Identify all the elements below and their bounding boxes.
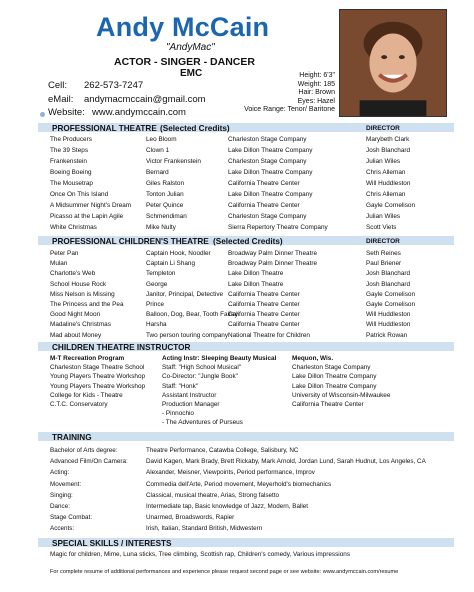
credit-show: White Christmas [50, 224, 97, 231]
instructor-location: Charleston Stage Company [292, 364, 371, 372]
eyes: Eyes: Hazel [297, 97, 335, 105]
training-row [50, 525, 460, 534]
credit-director: Marybeth Clark [366, 136, 410, 143]
credit-director: Paul Briener [366, 260, 402, 268]
credit-role: Prince [146, 301, 165, 308]
credit-role: Victor Frankenstein [146, 158, 201, 165]
credit-role: Giles Ralston [146, 180, 185, 187]
instructor-location: Mequon, Wis. [292, 355, 334, 362]
credit-company: Broadway Palm Dinner Theatre [228, 260, 318, 268]
credit-row [50, 291, 460, 300]
cell-value: 262-573-7247 [84, 80, 144, 91]
credit-row [50, 147, 460, 156]
weight: Weight: 185 [297, 80, 335, 88]
credit-role: Leo Bloom [146, 136, 177, 143]
instructor-position: Production Manager [162, 401, 220, 408]
credit-director: Josh Blanchard [366, 147, 411, 154]
credit-company: Lake Dillon Theatre Company [228, 191, 313, 198]
credit-company: Charleston Stage Company [228, 136, 307, 143]
headshot-photo-icon [340, 10, 446, 116]
instructor-position: Co-Director: "Jungle Book" [162, 373, 238, 381]
credit-row [50, 281, 460, 290]
credit-company: Lake Dillon Theatre Company [228, 147, 313, 154]
instructor-program: C.T.C. Conservatory [50, 401, 108, 408]
credit-director: Chris Alleman [366, 169, 406, 176]
instructor-position: - Pinnochio [162, 410, 194, 418]
physical-stats [235, 72, 335, 115]
credit-company: Sierra Repertory Theatre Company [228, 224, 328, 231]
voice-range: Voice Range: Tenor/ Baritone [244, 106, 335, 114]
training-row [50, 492, 460, 501]
credit-company: California Theatre Center [228, 311, 300, 319]
training-row [50, 503, 460, 512]
credit-director: Will Huddleston [366, 321, 411, 329]
credit-row [50, 224, 460, 233]
credit-director: Scott Viets [366, 224, 397, 231]
training-detail: Theatre Performance, Catawba College, Salisbury, NC [146, 447, 299, 454]
credit-director: Julian Wiles [366, 158, 401, 165]
credit-company: Broadway Palm Dinner Theatre [228, 250, 318, 257]
credit-show: Boeing Boeing [50, 169, 92, 176]
credit-company: California Theatre Center [228, 290, 300, 298]
credit-show: A Midsummer Night's Dream [50, 202, 132, 209]
website-value[interactable]: www.andymccain.com [92, 107, 186, 118]
height: Height: 6'3" [299, 72, 335, 79]
credit-row [50, 180, 460, 189]
instructor-position: Assistant Instructor [162, 391, 217, 399]
credit-row [50, 321, 460, 330]
credit-director: Gayle Cornelison [366, 202, 416, 209]
credit-director: Chris Alleman [366, 191, 406, 198]
section-subtitle-professional: (Selected Credits) [160, 124, 230, 133]
training-row [50, 458, 460, 467]
nickname: "AndyMac" [166, 42, 215, 53]
credit-role: Bernard [146, 169, 169, 176]
training-category: Bachelor of Arts degree: [50, 447, 118, 454]
training-row [50, 447, 460, 456]
hair: Hair: Brown [298, 89, 335, 97]
credit-show: Once On This Island [50, 191, 109, 198]
credit-director: Patrick Rowan [366, 331, 408, 339]
director-header: DIRECTOR [366, 238, 400, 245]
credit-show: Mad about Money [50, 331, 102, 339]
credit-row [50, 191, 460, 200]
credit-director: Will Huddleston [366, 311, 411, 319]
credit-role: Templeton [146, 270, 176, 278]
credit-role: Schmendiman [146, 213, 187, 220]
training-detail: Alexander, Meisner, Viewpoints, Period performance, Improv [146, 469, 315, 477]
credit-company: Lake Dillon Theatre [228, 270, 284, 278]
credit-role: Harsha [146, 321, 167, 329]
credit-show: The Producers [50, 136, 92, 143]
email-value[interactable]: andymacmccain@gmail.com [84, 94, 206, 105]
training-category: Singing: [50, 491, 73, 499]
instructor-position: Staff: "High School Musical" [162, 364, 242, 372]
director-header: DIRECTOR [366, 125, 400, 132]
section-title-instructor: CHILDREN THEATRE INSTRUCTOR [52, 343, 191, 352]
training-detail: David Kagen, Mark Brady, Brett Rickaby, Mark Arnold, Jordan Lund, Sarah Hudnut, Los Angeles, CA [146, 458, 426, 466]
training-row [50, 514, 460, 523]
credit-show: The Princess and the Pea [50, 301, 124, 308]
training-category: Movement: [50, 480, 82, 488]
training-row [50, 481, 460, 490]
credit-company: Charleston Stage Company [228, 213, 307, 220]
credit-show: The 39 Steps [50, 147, 89, 154]
credit-company: Charleston Stage Company [228, 158, 307, 165]
training-category: Dance: [50, 503, 70, 510]
credit-role: Tonton Julian [146, 191, 184, 198]
footer-note: For complete resume of additional performances and experience please request second page or see website: www.andymccain.com/resume [50, 569, 399, 575]
credit-row [50, 332, 460, 341]
credit-show: Good Night Moon [50, 311, 101, 319]
section-band-training [38, 432, 454, 441]
instructor-location: University of Wisconsin-Milwaukee [292, 391, 391, 399]
instructor-position: - The Adventures of Purseus [162, 419, 243, 427]
instructor-position: Staff: "Honk" [162, 382, 199, 390]
credit-show: Charlotte's Web [50, 270, 96, 278]
training-category: Acting: [50, 469, 70, 477]
bullet-icon [40, 112, 45, 117]
training-detail: Commedia dell'Arte, Period movement, Meyerhold's biomechanics [146, 480, 332, 488]
credit-role: George [146, 280, 168, 288]
instructor-location: Lake Dillon Theatre Company [292, 373, 377, 381]
training-detail: Intermediate tap, Basic knowledge of Jazz, Modern, Ballet [146, 503, 309, 510]
training-detail: Classical, musical theatre, Arias, Strong falsetto [146, 491, 279, 499]
website-label: Website: [48, 107, 85, 118]
credit-show: Madaline's Christmas [50, 321, 111, 329]
instructor-program: Charleston Stage Theatre School [50, 364, 145, 372]
credit-director: Will Huddleston [366, 180, 411, 187]
credit-company: California Theatre Center [228, 301, 300, 308]
credit-director: Josh Blanchard [366, 270, 411, 278]
training-category: Stage Combat: [50, 514, 93, 522]
skills-text: Magic for children, Mime, Luna sticks, Tree climbing, Scottish rap, Children's comedy, Various impressions [50, 551, 351, 558]
union-affiliation: EMC [180, 68, 203, 79]
credit-show: Picasso at the Lapin Agile [50, 213, 124, 220]
training-category: Accents: [50, 525, 75, 533]
credit-show: Frankenstein [50, 158, 87, 165]
instructor-location: California Theatre Center [292, 401, 364, 408]
credit-row [50, 311, 460, 320]
credit-role: Captain Hook, Noodler [146, 250, 211, 257]
credit-director: Gayle Cornelison [366, 290, 416, 298]
credit-company: Lake Dillon Theatre [228, 280, 284, 288]
credit-row [50, 270, 460, 279]
credit-show: The Mousetrap [50, 180, 93, 187]
instructor-program: M-T Recreation Program [50, 355, 125, 362]
credit-row [50, 250, 460, 259]
credit-role: Mike Nulty [146, 224, 176, 231]
credit-company: Lake Dillon Theatre Company [228, 169, 313, 176]
section-title-professional: PROFESSIONAL THEATRE [52, 124, 157, 133]
actor-name: Andy McCain [96, 12, 270, 42]
training-detail: Unarmed, Broadswords, Rapier [146, 514, 235, 522]
credit-role: Two person touring company [146, 331, 229, 339]
section-subtitle-childrens: (Selected Credits) [213, 237, 283, 246]
credit-role: Peter Quince [146, 202, 184, 209]
credit-company: National Theatre for Children [228, 331, 310, 339]
cell-label: Cell: [48, 80, 68, 91]
credit-director: Seth Reines [366, 250, 401, 257]
contact-website [48, 107, 186, 118]
credit-row [50, 213, 460, 222]
instructor-program: College for Kids - Theatre [50, 391, 123, 399]
credit-row [50, 158, 460, 167]
credit-role: Clown 1 [146, 147, 170, 154]
training-detail: Irish, Italian, Standard British, Midwestern [146, 525, 263, 533]
headshot-photo [339, 9, 447, 117]
credit-row [50, 136, 460, 145]
credit-show: Miss Nelson is Missing [50, 290, 115, 298]
contact-email [48, 94, 206, 105]
credit-row [50, 202, 460, 211]
contact-cell [48, 80, 143, 91]
credit-role: Balloon, Dog, Bear, Tooth Fairey [146, 311, 238, 319]
credit-show: Mulan [50, 260, 68, 268]
credit-director: Julian Wiles [366, 213, 401, 220]
section-title-training: TRAINING [52, 433, 92, 442]
credit-company: California Theatre Center [228, 180, 300, 187]
credit-role: Captain Li Shang [146, 260, 196, 268]
credit-row [50, 301, 460, 310]
instructor-location: Lake Dillon Theatre Company [292, 382, 377, 390]
credit-row [50, 169, 460, 178]
credit-director: Josh Blanchard [366, 280, 411, 288]
credit-row [50, 260, 460, 269]
training-category: Advanced Film/On Camera: [50, 458, 128, 466]
instructor-program: Young Players Theatre Workshop [50, 382, 146, 390]
training-row [50, 469, 460, 478]
email-label: eMail: [48, 94, 74, 105]
credit-company: California Theatre Center [228, 202, 300, 209]
credit-show: Peter Pan [50, 250, 79, 257]
credit-role: Janitor, Principal, Detective [146, 290, 224, 298]
section-title-skills: SPECIAL SKILLS / INTERESTS [52, 539, 172, 548]
section-title-childrens: PROFESSIONAL CHILDREN'S THEATRE [52, 237, 209, 246]
credit-company: California Theatre Center [228, 321, 300, 329]
instructor-position: Acting Instr: Sleeping Beauty Musical [162, 355, 277, 362]
credit-show: School House Rock [50, 280, 107, 288]
instructor-program: Young Players Theatre Workshop [50, 373, 146, 381]
roles: ACTOR - SINGER - DANCER [114, 56, 255, 68]
credit-director: Gayle Cornelison [366, 301, 416, 308]
